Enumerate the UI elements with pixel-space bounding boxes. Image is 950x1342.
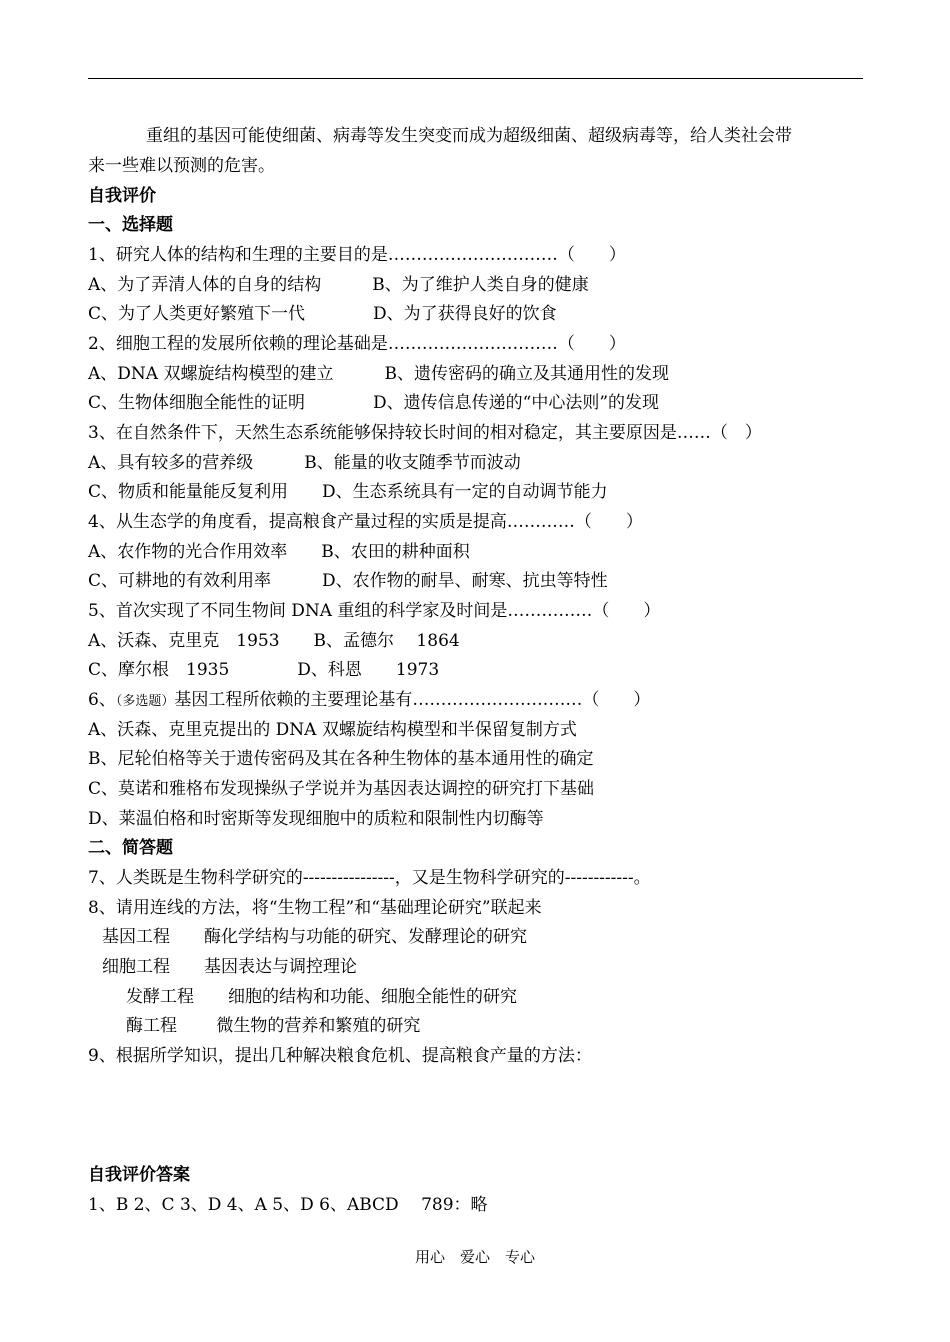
q1-options-ab: A、为了弄清人体的自身的结构 B、为了维护人类自身的健康 (88, 275, 589, 295)
q6-option-d: D、莱温伯格和时密斯等发现细胞中的质粒和限制性内切酶等 (88, 809, 544, 829)
q3-options-cd: C、物质和能量能反复利用 D、生态系统具有一定的自动调节能力 (88, 482, 608, 502)
q8-stem: 8、请用连线的方法，将“生物工程”和“基础理论研究”联起来 (88, 898, 542, 918)
q6-stem-line (88, 689, 650, 713)
q8-row-4: 酶工程 微生物的营养和繁殖的研究 (126, 1016, 421, 1036)
page-footer: 用心 爱心 专心 (414, 1248, 535, 1266)
q5-options-ab: A、沃森、克里克 1953 B、孟德尔 1864 (88, 631, 460, 651)
q4-stem: 4、从生态学的角度看，提高粮食产量过程的实质是提高…………（ ） (88, 512, 643, 532)
section2-title: 二、简答题 (88, 838, 173, 858)
q4-options-cd: C、可耕地的有效利用率 D、农作物的耐旱、耐寒、抗虫等特性 (88, 571, 608, 591)
q6-multi-tag: （多选题） (115, 694, 175, 709)
q8-row-3: 发酵工程 细胞的结构和功能、细胞全能性的研究 (126, 987, 517, 1007)
q1-stem: 1、研究人体的结构和生理的主要目的是…………………………（ ） (88, 245, 626, 265)
answers-title: 自我评价答案 (88, 1165, 190, 1185)
intro-line-2: 来一些难以预测的危害。 (88, 156, 275, 176)
q9: 9、根据所学知识，提出几种解决粮食危机、提高粮食产量的方法： (88, 1046, 592, 1066)
q2-stem: 2、细胞工程的发展所依赖的理论基础是…………………………（ ） (88, 334, 626, 354)
q1-options-cd: C、为了人类更好繁殖下一代 D、为了获得良好的饮食 (88, 304, 557, 324)
q6-number: 6、 (88, 690, 116, 710)
q5-options-cd: C、摩尔根 1935 D、科恩 1973 (88, 660, 440, 680)
intro-line-1: 重组的基因可能使细菌、病毒等发生突变而成为超级细菌、超级病毒等，给人类社会带 (146, 126, 792, 146)
q2-options-cd: C、生物体细胞全能性的证明 D、遗传信息传递的“中心法则”的发现 (88, 393, 660, 413)
self-eval-title: 自我评价 (88, 186, 156, 206)
q6-stem: 基因工程所依赖的主要理论基有…………………………（ ） (174, 690, 651, 710)
q3-options-ab: A、具有较多的营养级 B、能量的收支随季节而波动 (88, 453, 521, 473)
answers-line: 1、B 2、C 3、D 4、A 5、D 6、ABCD 789：略 (88, 1195, 488, 1215)
q6-option-a: A、沃森、克里克提出的 DNA 双螺旋结构模型和半保留复制方式 (88, 720, 577, 740)
q6-option-c: C、莫诺和雅格布发现操纵子学说并为基因表达调控的研究打下基础 (88, 779, 595, 799)
q7: 7、人类既是生物科学研究的----------------，又是生物科学研究的------------。 (88, 868, 651, 888)
q5-stem: 5、首次实现了不同生物间 DNA 重组的科学家及时间是……………（ ） (88, 601, 661, 621)
q8-row-1: 基因工程 酶化学结构与功能的研究、发酵理论的研究 (102, 927, 527, 947)
section1-title: 一、选择题 (88, 215, 173, 235)
q4-options-ab: A、农作物的光合作用效率 B、农田的耕种面积 (88, 542, 470, 562)
header-rule (88, 78, 863, 79)
q2-options-ab: A、DNA 双螺旋结构模型的建立 B、遗传密码的确立及其通用性的发现 (88, 364, 669, 384)
q6-option-b: B、尼轮伯格等关于遗传密码及其在各种生物体的基本通用性的确定 (88, 749, 594, 769)
q8-row-2: 细胞工程 基因表达与调控理论 (102, 957, 357, 977)
q3-stem: 3、在自然条件下，天然生态系统能够保持较长时间的相对稳定，其主要原因是……（ ） (88, 423, 762, 443)
